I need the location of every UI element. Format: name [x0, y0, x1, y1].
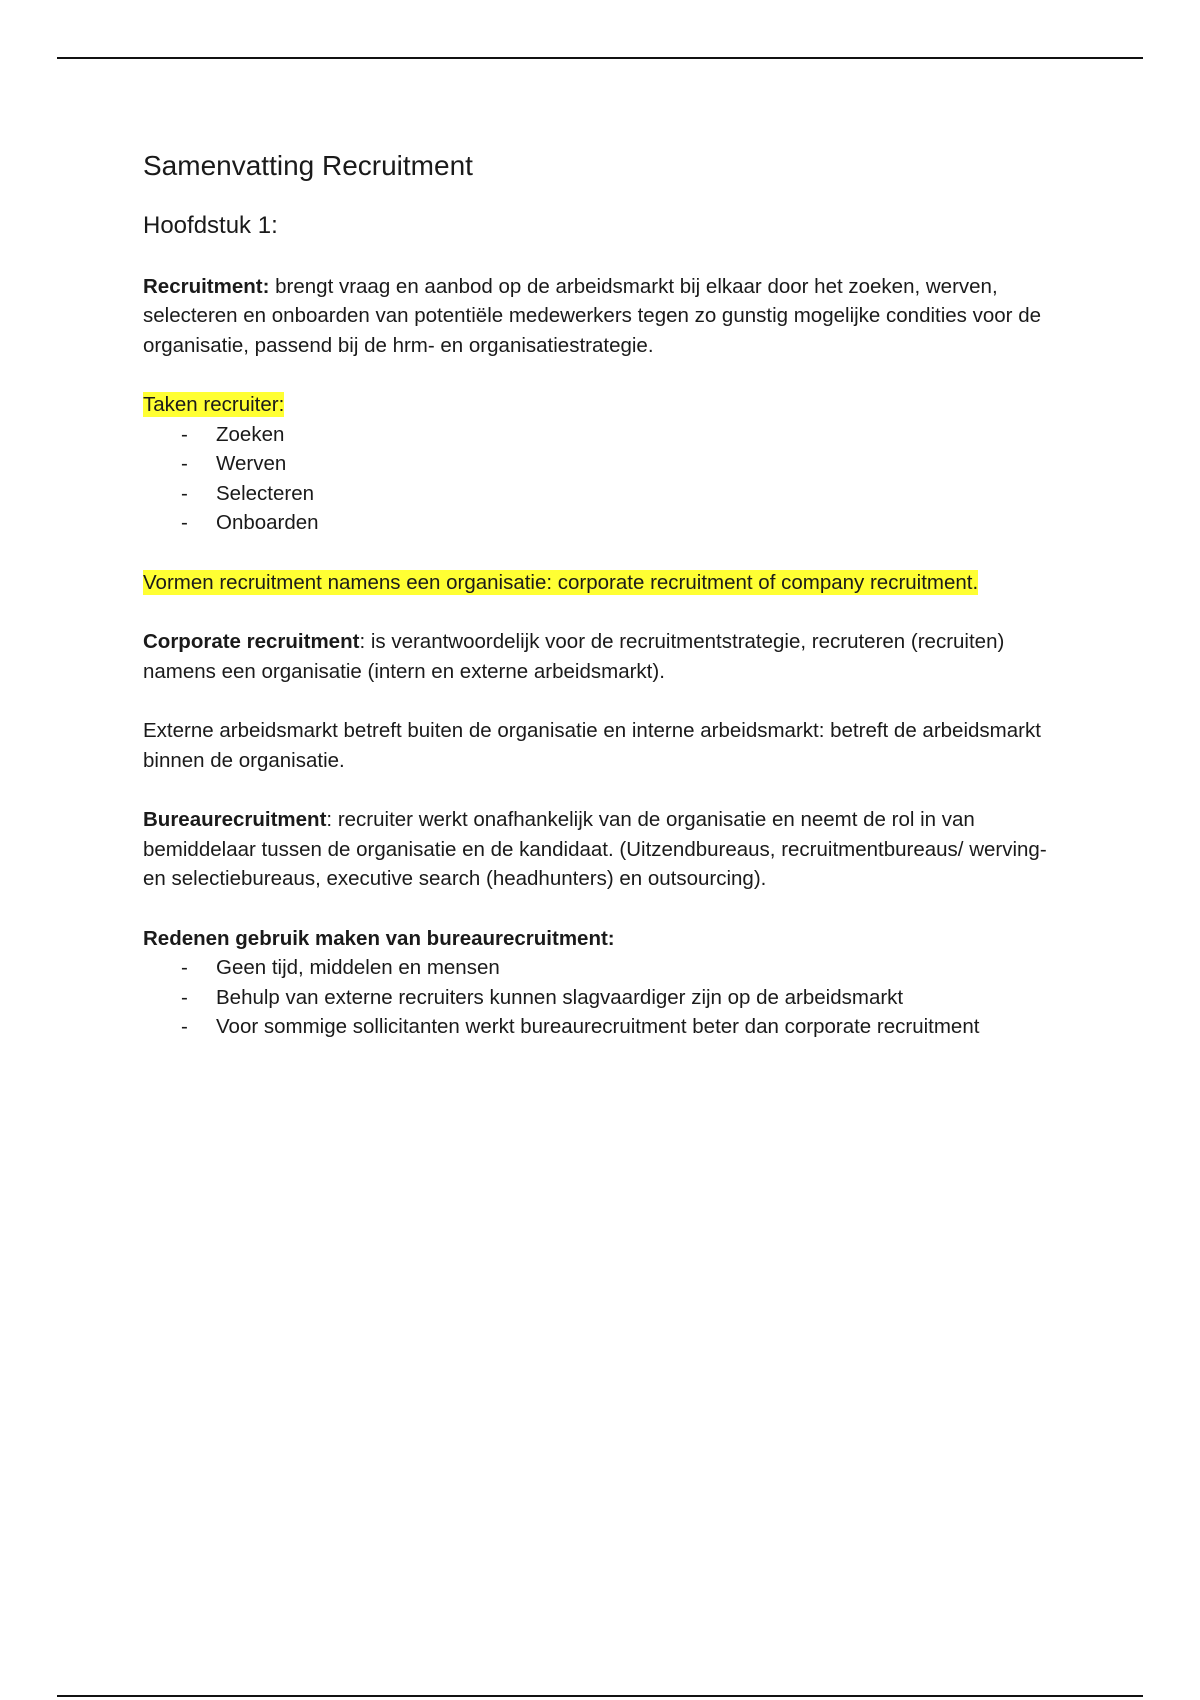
reason-label: Behulp van externe recruiters kunnen slagvaardiger zijn op de arbeidsmarkt — [216, 985, 904, 1009]
dash-bullet: - — [181, 985, 188, 1009]
reasons-heading-paragraph — [143, 924, 1063, 954]
tasks-heading-paragraph — [143, 390, 1063, 420]
document-page — [143, 140, 1063, 1042]
list-item — [143, 953, 1063, 983]
dash-bullet: - — [181, 481, 188, 505]
dash-bullet: - — [181, 1015, 188, 1039]
recruitment-term: Recruitment: — [143, 274, 270, 298]
chapter-heading: Hoofdstuk 1: — [143, 212, 278, 240]
reason-label: Voor sommige sollicitanten werkt bureaurecruitment beter dan corporate recruitment — [216, 1015, 980, 1039]
dash-bullet: - — [181, 422, 188, 446]
corporate-term: Corporate recruitment — [143, 630, 360, 654]
corporate-definition-text: : is verantwoordelijk voor de recruitmentstrategie, recruteren (recruiten) namens een organisatie (intern en externe arbeidsmarkt). — [143, 630, 1005, 683]
corporate-definition — [143, 627, 1063, 686]
dash-bullet: - — [181, 511, 188, 535]
tasks-list — [143, 420, 1063, 538]
reasons-heading: Redenen gebruik maken van bureaurecruitment: — [143, 926, 615, 950]
forms-highlight: Vormen recruitment namens een organisatie: corporate recruitment of company recruitment. — [143, 570, 979, 594]
reason-label: Geen tijd, middelen en mensen — [216, 956, 500, 980]
labour-market-paragraph: Externe arbeidsmarkt betreft buiten de organisatie en interne arbeidsmarkt: betreft de arbeidsmarkt binnen de organisatie. — [143, 719, 1041, 772]
dash-bullet: - — [181, 956, 188, 980]
header-rule — [57, 57, 1143, 59]
recruitment-definition-text: brengt vraag en aanbod op de arbeidsmarkt bij elkaar door het zoeken, werven, selecteren en onboarden van potentiële medewerkers tegen zo gunstig mogelijke condities voor de organisatie, passend bij de hrm- en organisatiestrategie. — [143, 274, 1042, 357]
list-item — [143, 983, 1063, 1013]
tasks-heading: Taken recruiter: — [143, 393, 285, 417]
list-item — [143, 479, 1063, 509]
task-label: Selecteren — [216, 481, 315, 505]
list-item — [143, 1012, 1063, 1042]
bureau-definition — [143, 805, 1063, 894]
list-item — [143, 420, 1063, 450]
list-item — [143, 449, 1063, 479]
forms-paragraph — [143, 568, 1063, 598]
document-title: Samenvatting Recruitment — [143, 150, 473, 181]
reasons-list — [143, 953, 1063, 1042]
dash-bullet: - — [181, 452, 188, 476]
recruitment-definition — [143, 272, 1063, 361]
footer-rule — [57, 1695, 1143, 1697]
bureau-definition-text: : recruiter werkt onafhankelijk van de organisatie en neemt de rol in van bemiddelaar tussen de organisatie en de kandidaat. (Uitzendbureaus, recruitmentbureaus/ werving- en selectiebureaus, executive search (headhunters) en outsourcing). — [143, 808, 1047, 891]
task-label: Werven — [216, 452, 287, 476]
task-label: Zoeken — [216, 422, 285, 446]
list-item — [143, 508, 1063, 538]
task-label: Onboarden — [216, 511, 319, 535]
bureau-term: Bureaurecruitment — [143, 808, 327, 832]
